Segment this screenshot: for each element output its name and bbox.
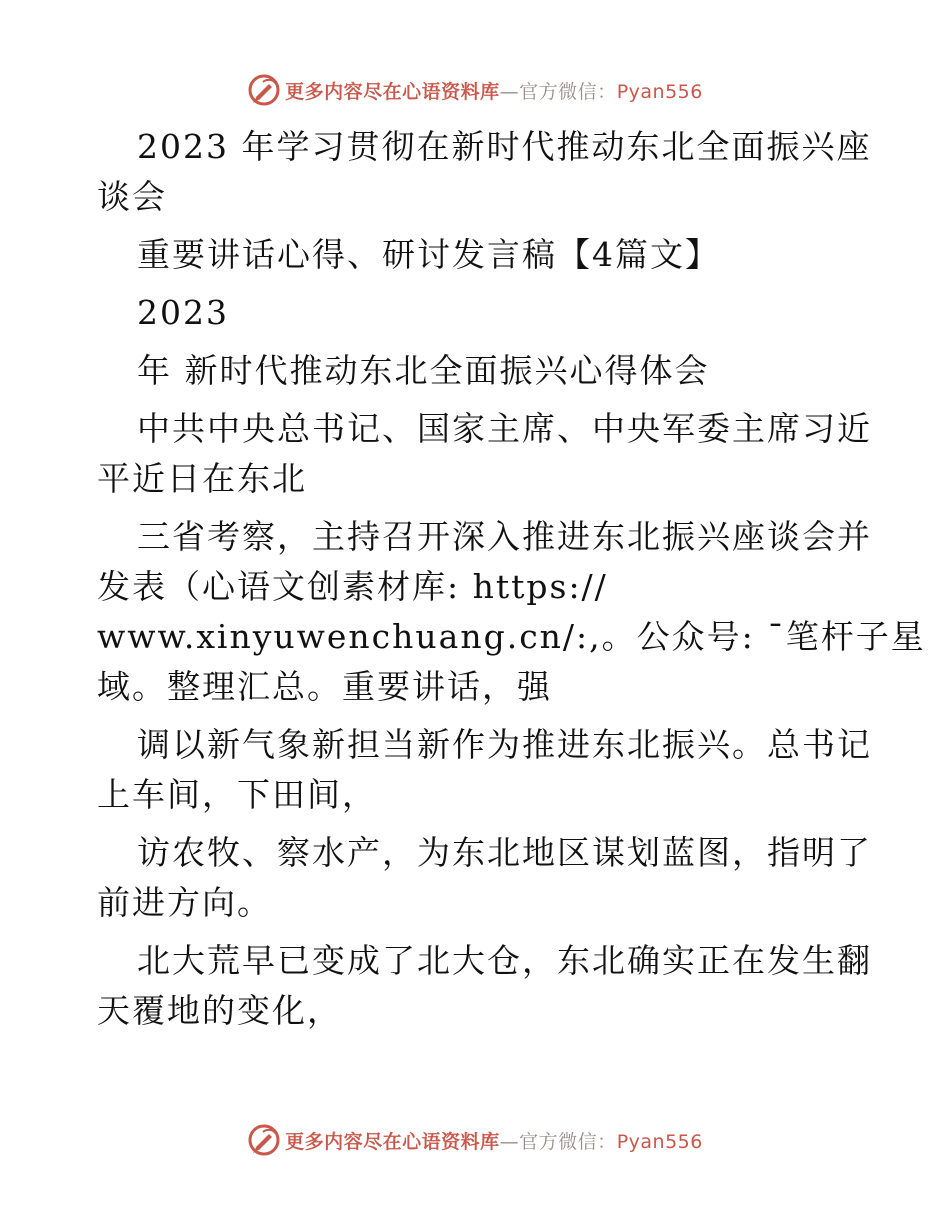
banner-text xyxy=(285,1127,703,1154)
banner-dash: — xyxy=(499,80,520,103)
doc-line: 域。整理汇总。重要讲话，强 xyxy=(97,667,552,706)
pen-logo-icon xyxy=(247,73,281,107)
doc-line: 上车间，下田间， xyxy=(97,775,377,814)
wechat-id: Pyan556 xyxy=(616,1130,703,1153)
header-watermark xyxy=(0,70,950,110)
document-body xyxy=(97,122,926,1036)
doc-line: 中共中央总书记、国家主席、中央军委主席习近 xyxy=(137,409,872,448)
doc-line: 谈会 xyxy=(97,177,167,216)
official-label: 官方微信： xyxy=(519,1130,617,1153)
footer-watermark xyxy=(0,1120,950,1160)
doc-line: 调以新气象新担当新作为推进东北振兴。总书记 xyxy=(137,725,872,764)
official-label: 官方微信： xyxy=(519,80,617,103)
doc-line: 重要讲话心得、研讨发言稿【4篇文】 xyxy=(137,235,720,274)
wechat-id: Pyan556 xyxy=(616,80,703,103)
doc-line: 2023 年学习贯彻在新时代推动东北全面振兴座 xyxy=(137,127,872,166)
doc-line: 访农牧、察水产，为东北地区谋划蓝图，指明了 xyxy=(137,833,872,872)
doc-line: www.xinyuwenchuang.cn/:,。公众号: ¯笔杆子星 xyxy=(97,617,926,656)
doc-line: 北大荒早已变成了北大仓，东北确实正在发生翻 xyxy=(137,941,872,980)
doc-line: 三省考察，主持召开深入推进东北振兴座谈会并 xyxy=(137,517,872,556)
banner-dash: — xyxy=(499,1130,520,1153)
doc-line: 发表（心语文创素材库: https:// xyxy=(97,567,608,606)
doc-line: 年 新时代推动东北全面振兴心得体会 xyxy=(137,351,710,390)
doc-line: 平近日在东北 xyxy=(97,459,307,498)
banner-text xyxy=(285,77,703,104)
pen-logo-icon xyxy=(247,1123,281,1157)
brand-text: 更多内容尽在心语资料库 xyxy=(285,1130,500,1153)
doc-line: 天覆地的变化， xyxy=(97,991,342,1030)
doc-line: 2023 xyxy=(137,293,229,332)
brand-text: 更多内容尽在心语资料库 xyxy=(285,80,500,103)
doc-line: 前进方向。 xyxy=(97,883,272,922)
